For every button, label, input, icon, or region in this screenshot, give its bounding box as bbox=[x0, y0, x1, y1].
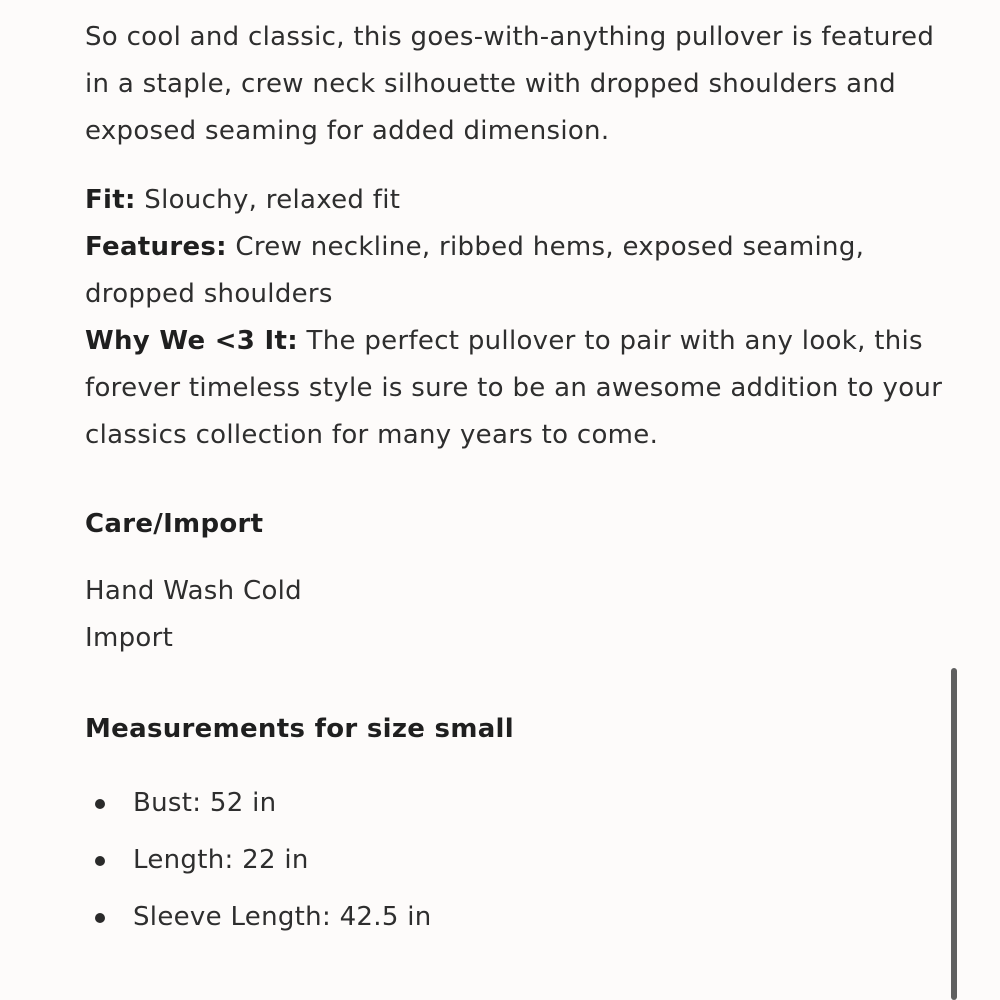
care-origin: Import bbox=[85, 623, 174, 653]
description-intro: So cool and classic, this goes-with-anything pullover is featured in a staple, crew neck silhouette with dropped shoulders and exposed seaming for added dimension. bbox=[85, 22, 935, 146]
fit-value: Slouchy, relaxed fit bbox=[135, 185, 401, 215]
list-item bbox=[85, 832, 945, 889]
features-label: Features: bbox=[85, 232, 227, 262]
measurement-length: Length: 22 in bbox=[133, 845, 309, 875]
fit-line bbox=[85, 177, 945, 224]
scrollbar-thumb[interactable] bbox=[951, 668, 957, 1000]
product-description bbox=[85, 14, 945, 946]
bullet-icon bbox=[95, 856, 105, 866]
measurement-sleeve: Sleeve Length: 42.5 in bbox=[133, 902, 432, 932]
features-line bbox=[85, 224, 945, 318]
care-wash: Hand Wash Cold bbox=[85, 576, 302, 606]
list-item bbox=[85, 889, 945, 946]
measurements-list bbox=[85, 775, 945, 946]
fit-label: Fit: bbox=[85, 185, 136, 215]
features-value: Crew neckline, ribbed hems, exposed seaming, dropped shoulders bbox=[85, 232, 865, 309]
bullet-icon bbox=[95, 913, 105, 923]
measurement-bust: Bust: 52 in bbox=[133, 788, 277, 818]
list-item bbox=[85, 775, 945, 832]
why-label: Why We <3 It: bbox=[85, 326, 298, 356]
product-attributes bbox=[85, 177, 945, 459]
why-line bbox=[85, 318, 945, 459]
measurements-heading: Measurements for size small bbox=[85, 714, 514, 744]
care-heading: Care/Import bbox=[85, 509, 264, 539]
why-value: The perfect pullover to pair with any look, this forever timeless style is sure to be an awesome addition to your classics collection for many years to come. bbox=[85, 326, 943, 450]
bullet-icon bbox=[95, 799, 105, 809]
